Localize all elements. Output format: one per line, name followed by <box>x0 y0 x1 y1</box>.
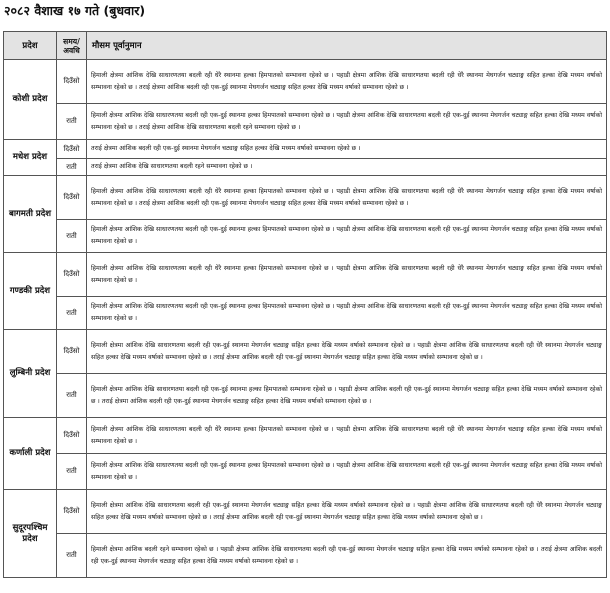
period-label: दिउँसो <box>57 60 87 104</box>
forecast-text: हिमाली क्षेत्रमा आंशिक देखि साधारणतया बदली रही एक-दुई स्थानमा हल्का हिमपातको सम्भावना रहेको छ । पहाडी क्षेत्रमा आंशिक देखि साधारणतया बदली रही एक-दुई स्थानमा मेघगर्जन चट्याङ्ग सहित हल्का देखि मध्यम वर्षाको सम्भावना रहेको छ । तराई क्षेत्रमा आंशिक देखि साधारणतया बदली रहने सम्भावना रहेको छ । <box>87 104 607 140</box>
province-name: कर्णाली प्रदेश <box>4 418 57 490</box>
table-row <box>4 534 607 578</box>
forecast-text: हिमाली क्षेत्रमा आंशिक देखि साधारणतया बदली रही एक-दुई स्थानमा हल्का हिमपातको सम्भावना रहेको छ । पहाडी क्षेत्रमा आंशिक देखि साधारणतया बदली रही एक-दुई स्थानमा मेघगर्जन चट्याङ्ग सहित हल्का देखि मध्यम वर्षाको सम्भावना रहेको छ । <box>87 220 607 253</box>
page-title: २०८२ वैशाख १७ गते (बुधवार) <box>4 3 146 18</box>
forecast-text: हिमाली क्षेत्रमा आंशिक देखि साधारणतया बदली रही एक-दुई स्थानमा मेघगर्जन चट्याङ्ग सहित हल्का देखि मध्यम वर्षाको सम्भावना रहेको छ । पहाडी क्षेत्रमा आंशिक देखि साधारणतया बदली रही धेरै स्थानमा मेघगर्जन चट्याङ्ग सहित हल्का देखि मध्यम वर्षाको सम्भावना रहेको छ । तराई क्षेत्रमा आंशिक बदली रही एक-दुई स्थानमा मेघगर्जन चट्याङ्ग सहित हल्का देखि मध्यम वर्षाको सम्भावना रहेको छ । <box>87 490 607 534</box>
province-name: सुदूरपश्चिम प्रदेश <box>4 490 57 578</box>
period-label: राती <box>57 297 87 330</box>
table-row <box>4 454 607 490</box>
table-row <box>4 104 607 140</box>
period-label: दिउँसो <box>57 140 87 159</box>
forecast-text: हिमाली क्षेत्रमा आंशिक बदली रहने सम्भावना रहेको छ । पहाडी क्षेत्रमा आंशिक देखि साधारणतया बदली रही एक-दुई स्थानमा मेघगर्जन चट्याङ्ग सहित हल्का देखि मध्यम वर्षाको सम्भावना रहेको छ । तराई क्षेत्रमा आंशिक बदली रही एक-दुई स्थानमा मेघगर्जन चट्याङ्ग सहित हल्का देखि मध्यम वर्षाको सम्भावना रहेको छ । <box>87 534 607 578</box>
province-name: बागमती प्रदेश <box>4 176 57 253</box>
period-label: दिउँसो <box>57 490 87 534</box>
forecast-text: हिमाली क्षेत्रमा आंशिक देखि साधारणतया बदली रही धेरै स्थानमा हल्का हिमपातको सम्भावना रहेको छ । पहाडी क्षेत्रमा आंशिक देखि साधारणतया बदली रही धेरै स्थानमा मेघगर्जन चट्याङ्ग सहित हल्का देखि मध्यम वर्षाको सम्भावना रहेको छ । <box>87 253 607 297</box>
table-row <box>4 220 607 253</box>
table-header-row <box>4 32 607 60</box>
forecast-text: तराई क्षेत्रमा आंशिक बदली रही एक-दुई स्थानमा मेघगर्जन चट्याङ्ग सहित हल्का देखि मध्यम वर्षाको सम्भावना रहेको छ । <box>87 140 607 159</box>
period-label: दिउँसो <box>57 418 87 454</box>
table-row <box>4 490 607 534</box>
period-label: राती <box>57 159 87 176</box>
table-row <box>4 140 607 159</box>
table-row <box>4 330 607 374</box>
table-row <box>4 60 607 104</box>
province-name: मधेश प्रदेश <box>4 140 57 176</box>
header-province: प्रदेश <box>4 32 57 60</box>
table-row <box>4 418 607 454</box>
forecast-text: हिमाली क्षेत्रमा आंशिक देखि साधारणतया बदली रही एक-दुई स्थानमा हल्का हिमपातको सम्भावना रहेको छ । पहाडी क्षेत्रमा आंशिक बदली रही एक-दुई स्थानमा मेघगर्जन चट्याङ्ग सहित हल्का देखि मध्यम वर्षाको सम्भावना रहेको छ । तराई क्षेत्रमा आंशिक बदली रही एक-दुई स्थानमा मेघगर्जन चट्याङ्ग सहित हल्का देखि मध्यम वर्षाको सम्भावना रहेको छ । <box>87 374 607 418</box>
forecast-text: हिमाली क्षेत्रमा आंशिक देखि साधारणतया बदली रही धेरै स्थानमा हल्का हिमपातको सम्भावना रहेको छ । पहाडी क्षेत्रमा आंशिक देखि साधारणतया बदली रही धेरै स्थानमा मेघगर्जन चट्याङ्ग सहित हल्का देखि मध्यम वर्षाको सम्भावना रहेको छ । <box>87 418 607 454</box>
forecast-table <box>3 31 607 578</box>
province-name: लुम्बिनी प्रदेश <box>4 330 57 418</box>
period-label: राती <box>57 220 87 253</box>
forecast-text: तराई क्षेत्रमा आंशिक देखि साधारणतया बदली रहने सम्भावना रहेको छ । <box>87 159 607 176</box>
table-row <box>4 159 607 176</box>
period-label: दिउँसो <box>57 330 87 374</box>
forecast-text: हिमाली क्षेत्रमा आंशिक देखि साधारणतया बदली रही धेरै स्थानमा हल्का हिमपातको सम्भावना रहेको छ । पहाडी क्षेत्रमा आंशिक देखि साधारणतया बदली रही धेरै स्थानमा मेघगर्जन चट्याङ्ग सहित हल्का देखि मध्यम वर्षाको सम्भावना रहेको छ । तराई क्षेत्रमा आंशिक बदली रही एक-दुई स्थानमा मेघगर्जन चट्याङ्ग सहित हल्का देखि मध्यम वर्षाको सम्भावना रहेको छ । <box>87 176 607 220</box>
table-row <box>4 374 607 418</box>
province-name: कोशी प्रदेश <box>4 60 57 140</box>
period-label: राती <box>57 454 87 490</box>
period-label: राती <box>57 104 87 140</box>
forecast-text: हिमाली क्षेत्रमा आंशिक देखि साधारणतया बदली रही एक-दुई स्थानमा मेघगर्जन चट्याङ्ग सहित हल्का देखि मध्यम वर्षाको सम्भावना रहेको छ । पहाडी क्षेत्रमा आंशिक देखि साधारणतया बदली रही धेरै स्थानमा मेघगर्जन चट्याङ्ग सहित हल्का देखि मध्यम वर्षाको सम्भावना रहेको छ । तराई क्षेत्रमा आंशिक बदली रही एक-दुई स्थानमा मेघगर्जन चट्याङ्ग सहित हल्का देखि मध्यम वर्षाको सम्भावना रहेको छ । <box>87 330 607 374</box>
table-row <box>4 253 607 297</box>
period-label: राती <box>57 534 87 578</box>
header-forecast: मौसम पूर्वानुमान <box>87 32 607 60</box>
table-row <box>4 297 607 330</box>
forecast-text: हिमाली क्षेत्रमा आंशिक देखि साधारणतया बदली रही एक-दुई स्थानमा हल्का हिमपातको सम्भावना रहेको छ । पहाडी क्षेत्रमा आंशिक देखि साधारणतया बदली रही एक-दुई स्थानमा मेघगर्जन चट्याङ्ग सहित हल्का देखि मध्यम वर्षाको सम्भावना रहेको छ । <box>87 454 607 490</box>
table-row <box>4 176 607 220</box>
forecast-text: हिमाली क्षेत्रमा आंशिक देखि साधारणतया बदली रही एक-दुई स्थानमा हल्का हिमपातको सम्भावना रहेको छ । पहाडी क्षेत्रमा आंशिक देखि साधारणतया बदली रही एक-दुई स्थानमा मेघगर्जन चट्याङ्ग सहित हल्का देखि मध्यम वर्षाको सम्भावना रहेको छ । <box>87 297 607 330</box>
forecast-text: हिमाली क्षेत्रमा आंशिक देखि साधारणतया बदली रही धेरै स्थानमा हल्का हिमपातको सम्भावना रहेको छ । पहाडी क्षेत्रमा आंशिक देखि साधारणतया बदली रही धेरै स्थानमा मेघगर्जन चट्याङ्ग सहित हल्का देखि मध्यम वर्षाको सम्भावना रहेको छ । तराई क्षेत्रमा आंशिक बदली रही एक-दुई स्थानमा मेघगर्जन चट्याङ्ग सहित हल्का देखि मध्यम वर्षाको सम्भावना रहेको छ । <box>87 60 607 104</box>
period-label: राती <box>57 374 87 418</box>
period-label: दिउँसो <box>57 176 87 220</box>
period-label: दिउँसो <box>57 253 87 297</box>
header-period: समय/ अवधि <box>57 32 87 60</box>
province-name: गण्डकी प्रदेश <box>4 253 57 330</box>
